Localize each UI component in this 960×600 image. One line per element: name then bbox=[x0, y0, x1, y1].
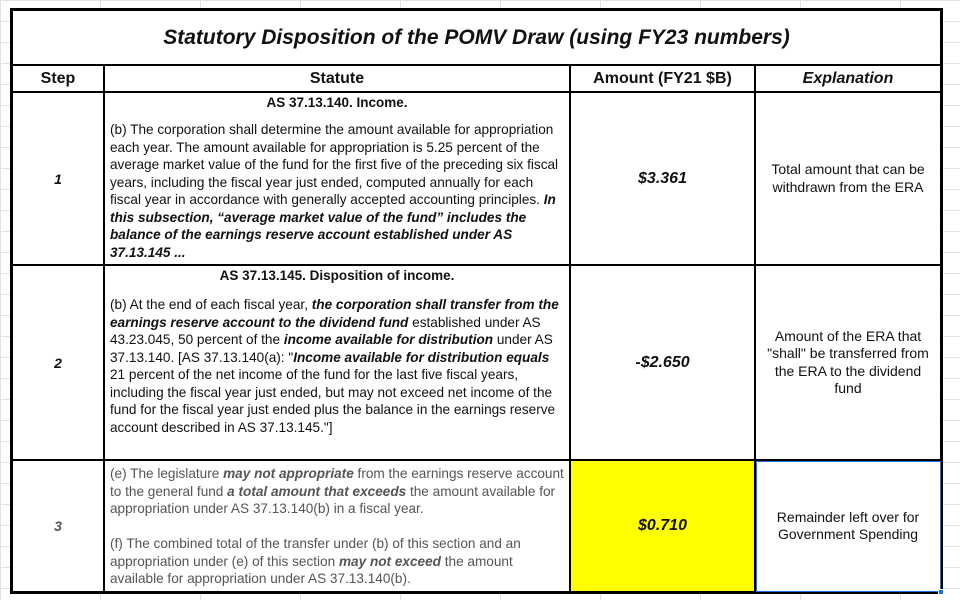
row1-statute-heading: AS 37.13.140. Income. bbox=[266, 95, 408, 110]
emphasis-text: Income available for distribution equals bbox=[293, 349, 550, 365]
emphasis-text: a total amount that exceeds bbox=[227, 483, 407, 499]
row3-amount-cell-highlighted[interactable] bbox=[569, 459, 756, 594]
row2-explanation-cell[interactable] bbox=[754, 264, 943, 461]
row3-step: 3 bbox=[54, 518, 62, 534]
statute-text-run: 21 percent of the net income of the fund for the last five fiscal years, including the fiscal year just ended, but may not exceed net income of the fund for the fiscal year just ended plus the balance in the earnings reserve account described in AS 37.13.145."] bbox=[110, 367, 556, 435]
statute-text-run: (b) The corporation shall determine the amount available for appropriation each year. The amount available for appropriation is 5.25 percent of the average market value of the fund for the first five of the preceding six fiscal years, including the fiscal year just ended, computed annually for each fiscal year in accordance with generally accepted accounting principles. bbox=[110, 122, 559, 207]
row3-amount: $0.710 bbox=[638, 517, 687, 534]
cell-selection-outline bbox=[756, 461, 941, 592]
row3-statute-para-f bbox=[110, 535, 567, 588]
row1-amount: $3.361 bbox=[638, 169, 687, 187]
row3-statute-cell[interactable] bbox=[103, 459, 571, 594]
emphasis-text: income available for distribution bbox=[283, 332, 494, 347]
row1-explanation-cell[interactable] bbox=[754, 91, 943, 266]
row2-step-cell[interactable] bbox=[10, 264, 105, 461]
row3-statute-para-e bbox=[110, 465, 567, 518]
row3-step-cell[interactable] bbox=[10, 459, 105, 594]
statute-text-run: the amount available for appropriation under AS 37.13.140(b) in a fiscal year. bbox=[110, 483, 556, 516]
row1-statute-cell[interactable] bbox=[103, 91, 571, 266]
header-step[interactable]: Step bbox=[10, 64, 105, 93]
row2-amount: -$2.650 bbox=[635, 353, 690, 371]
fill-handle[interactable] bbox=[938, 589, 944, 595]
header-explanation[interactable]: Explanation bbox=[754, 64, 943, 93]
row2-statute-cell[interactable] bbox=[103, 264, 571, 461]
row1-statute-text bbox=[110, 121, 567, 261]
statute-text-run: the amount available for appropriation under AS 37.13.140(b). bbox=[110, 553, 513, 586]
row1-step-cell[interactable] bbox=[10, 91, 105, 266]
emphasis-text: may not appropriate bbox=[223, 466, 354, 481]
header-amount[interactable]: Amount (FY21 $B) bbox=[569, 64, 756, 93]
row2-statute-text bbox=[110, 296, 567, 436]
header-statute[interactable]: Statute bbox=[103, 64, 571, 93]
emphasis-text: In this subsection, “average market value of the fund” includes the balance of the earnings reserve account established under AS 37.13.145 ... bbox=[110, 192, 556, 260]
row3-explanation: Remainder left over for Government Spending bbox=[776, 508, 920, 542]
row2-explanation: Amount of the ERA that "shall" be transferred from the ERA to the dividend fund bbox=[767, 327, 929, 396]
statute-text-run: (f) The combined total of the transfer under (b) of this section and an appropriation under (e) of this section bbox=[110, 536, 521, 569]
statute-text-run: established under AS 43.23.045, 50 percent of the bbox=[110, 314, 541, 347]
emphasis-text: the corporation shall transfer from the earnings reserve account to the dividend fund bbox=[110, 297, 559, 330]
row2-statute-heading: AS 37.13.145. Disposition of income. bbox=[219, 268, 455, 283]
statute-text-run: (e) The legislature bbox=[110, 466, 224, 481]
row1-amount-cell[interactable] bbox=[569, 91, 756, 266]
row2-amount-cell[interactable] bbox=[569, 264, 756, 461]
row1-explanation: Total amount that can be withdrawn from the ERA bbox=[771, 161, 925, 195]
row1-step: 1 bbox=[54, 170, 62, 187]
row2-step: 2 bbox=[54, 354, 62, 371]
emphasis-text: may not exceed bbox=[338, 553, 441, 569]
statute-text-run: under AS 37.13.140. [AS 37.13.140(a): " bbox=[110, 332, 553, 365]
table-title[interactable]: Statutory Disposition of the POMV Draw (using FY23 numbers) bbox=[10, 8, 943, 66]
statute-text-run: (b) At the end of each fiscal year, bbox=[110, 297, 312, 312]
statute-text-run: from the earnings reserve account to the general fund bbox=[110, 466, 564, 499]
